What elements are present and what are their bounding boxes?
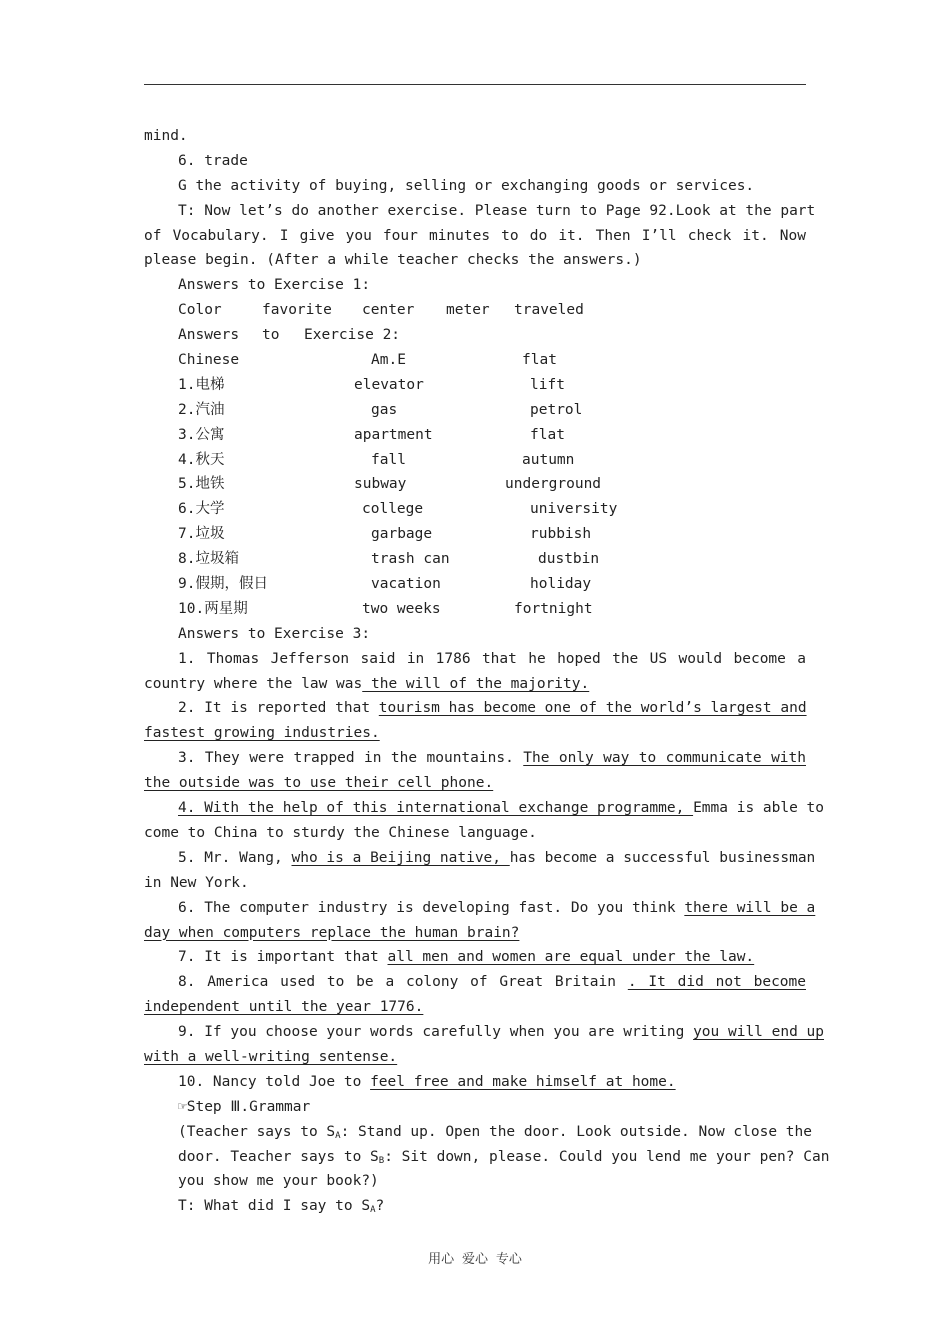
- text-line: of Vocabulary. I give you four minutes to do it. Then I’ll check it. Now: [144, 227, 806, 244]
- text-line: you show me your book?): [178, 1173, 379, 1190]
- underlined-answer: the outside was to use their cell phone.: [144, 775, 494, 792]
- column-header: Chinese: [178, 352, 240, 369]
- chinese-cell: 4.秋天: [178, 451, 225, 468]
- american-cell: two weeks: [362, 600, 441, 617]
- column-header: flat: [522, 352, 557, 369]
- text-run: has become a successful businessman: [509, 849, 816, 866]
- underlined-answer: with a well-writing sentense.: [144, 1048, 398, 1065]
- text-run: 6. The computer industry is developing fast. Do you think: [178, 899, 685, 916]
- chinese-cell: 9.假期，假日: [178, 576, 268, 593]
- chinese-cell: 3.公寓: [178, 426, 225, 443]
- text-line: [144, 696, 806, 721]
- subscript: A: [370, 1205, 376, 1216]
- chinese-cell: 8.垃圾箱: [178, 551, 239, 568]
- text-run: : Stand up. Open the door. Look outside. Now close the: [340, 1123, 812, 1140]
- text-line: 1. Thomas Jefferson said in 1786 that he hoped the US would become a: [178, 650, 806, 667]
- text-line: [144, 1145, 830, 1170]
- grammar-heading: ☞Step Ⅲ.Grammar: [178, 1098, 311, 1115]
- british-cell: holiday: [530, 576, 592, 593]
- underlined-answer: all men and women are equal under the law.: [387, 949, 755, 966]
- british-cell: flat: [530, 426, 565, 443]
- table-row: [144, 398, 806, 423]
- text-line: mind.: [144, 128, 188, 144]
- british-cell: rubbish: [530, 526, 592, 543]
- american-cell: garbage: [371, 526, 433, 543]
- table-row: [144, 373, 806, 398]
- british-cell: dustbin: [538, 551, 600, 568]
- british-cell: lift: [530, 376, 565, 393]
- text-line: [144, 1045, 806, 1070]
- table-row: [144, 547, 806, 572]
- text-run: 7. It is important that: [178, 949, 388, 966]
- exercise-1-answers: [144, 298, 806, 323]
- table-row: [144, 597, 806, 622]
- text-line: [144, 771, 806, 796]
- text-line: come to China to sturdy the Chinese language.: [144, 824, 537, 841]
- underlined-answer: tourism has become one of the world’s largest and: [378, 700, 807, 717]
- table-header: [144, 348, 806, 373]
- text-line: [144, 970, 806, 995]
- chinese-cell: 1.电梯: [178, 376, 225, 393]
- underlined-answer: who is a Beijing native,: [291, 849, 510, 866]
- text-line: in New York.: [144, 874, 249, 891]
- underlined-answer: 4. With the help of this international exchange programme,: [178, 800, 694, 817]
- exercise-3-heading: Answers to Exercise 3:: [178, 625, 371, 642]
- text-line: [144, 721, 806, 746]
- underlined-answer: independent until the year 1776.: [144, 999, 424, 1016]
- text-line: [144, 995, 806, 1020]
- chinese-cell: 2.汽油: [178, 401, 225, 418]
- underlined-answer: . It did not become: [627, 974, 806, 991]
- british-cell: autumn: [522, 451, 575, 468]
- american-cell: subway: [354, 476, 407, 493]
- text-line: [144, 672, 806, 697]
- british-cell: fortnight: [514, 600, 593, 617]
- answer-word: favorite: [262, 302, 332, 319]
- underlined-answer: there will be a: [684, 899, 816, 916]
- american-cell: elevator: [354, 376, 424, 393]
- table-row: [144, 522, 806, 547]
- american-cell: vacation: [371, 576, 441, 593]
- text-line: [144, 1070, 806, 1095]
- text-line: G the activity of buying, selling or exchanging goods or services.: [178, 177, 755, 194]
- text-line: [144, 921, 806, 946]
- text-line: T: Now let’s do another exercise. Please turn to Page 92.Look at the part: [178, 202, 816, 219]
- text-run: 9. If you choose your words carefully when you are writing: [178, 1024, 694, 1041]
- table-row: [144, 572, 806, 597]
- text-run: country where the law was: [144, 675, 363, 692]
- answer-word: Color: [178, 302, 222, 319]
- text-line: [144, 796, 825, 821]
- american-cell: gas: [371, 401, 398, 418]
- text-run: ?: [375, 1198, 385, 1215]
- heading-part: to: [262, 327, 280, 344]
- american-cell: fall: [371, 451, 406, 468]
- text-line: [144, 945, 806, 970]
- underlined-answer: you will end up: [693, 1024, 825, 1041]
- subscript: A: [335, 1130, 341, 1141]
- underlined-answer: The only way to communicate with: [523, 750, 806, 767]
- text-run: 5. Mr. Wang,: [178, 849, 292, 866]
- text-line: [144, 746, 806, 771]
- chinese-cell: 10.两星期: [178, 600, 248, 617]
- table-row: [144, 423, 806, 448]
- text-line: [144, 1120, 812, 1145]
- exercise-1-heading: Answers to Exercise 1:: [178, 277, 371, 294]
- answer-word: meter: [446, 302, 490, 319]
- text-run: (Teacher says to S: [178, 1123, 336, 1140]
- answer-word: center: [362, 302, 415, 319]
- underlined-answer: the will of the majority.: [362, 675, 590, 692]
- text-line: 6. trade: [178, 152, 248, 169]
- page-footer: 用心 爱心 专心: [428, 1252, 522, 1267]
- table-row: [144, 497, 806, 522]
- text-line: [144, 1194, 806, 1219]
- british-cell: petrol: [530, 401, 583, 418]
- underlined-answer: fastest growing industries.: [144, 725, 380, 742]
- page-content: [144, 124, 830, 1219]
- table-row: [144, 472, 806, 497]
- text-run: : Sit down, please. Could you lend me your pen? Can: [384, 1148, 830, 1165]
- text-run: Emma is able to: [693, 800, 825, 817]
- heading-part: Exercise 2:: [304, 327, 401, 344]
- subscript: B: [378, 1155, 385, 1166]
- text-run: 2. It is reported that: [178, 700, 379, 717]
- chinese-cell: 7.垃圾: [178, 526, 225, 543]
- american-cell: college: [362, 501, 424, 518]
- text-run: 10. Nancy told Joe to: [178, 1073, 371, 1090]
- heading-part: Answers: [178, 327, 240, 344]
- exercise-2-heading: [144, 323, 806, 348]
- text-run: 3. They were trapped in the mountains.: [178, 750, 524, 767]
- text-line: [144, 896, 816, 921]
- text-run: 8. America used to be a colony of Great Britain: [178, 974, 616, 991]
- underlined-answer: feel free and make himself at home.: [370, 1073, 676, 1090]
- text-run: T: What did I say to S: [178, 1198, 371, 1215]
- text-line: please begin. (After a while teacher checks the answers.): [144, 252, 642, 269]
- header-rule: [144, 84, 806, 85]
- american-cell: apartment: [354, 426, 433, 443]
- text-line: [144, 846, 816, 871]
- british-cell: underground: [505, 476, 602, 493]
- column-header: Am.E: [371, 352, 406, 369]
- american-cell: trash can: [371, 551, 450, 568]
- british-cell: university: [530, 501, 618, 518]
- answer-word: traveled: [514, 302, 584, 319]
- table-row: [144, 448, 806, 473]
- text-line: [144, 1020, 825, 1045]
- chinese-cell: 6.大学: [178, 501, 225, 518]
- chinese-cell: 5.地铁: [178, 476, 225, 493]
- underlined-answer: day when computers replace the human brain?: [144, 924, 520, 941]
- text-run: door. Teacher says to S: [178, 1148, 379, 1165]
